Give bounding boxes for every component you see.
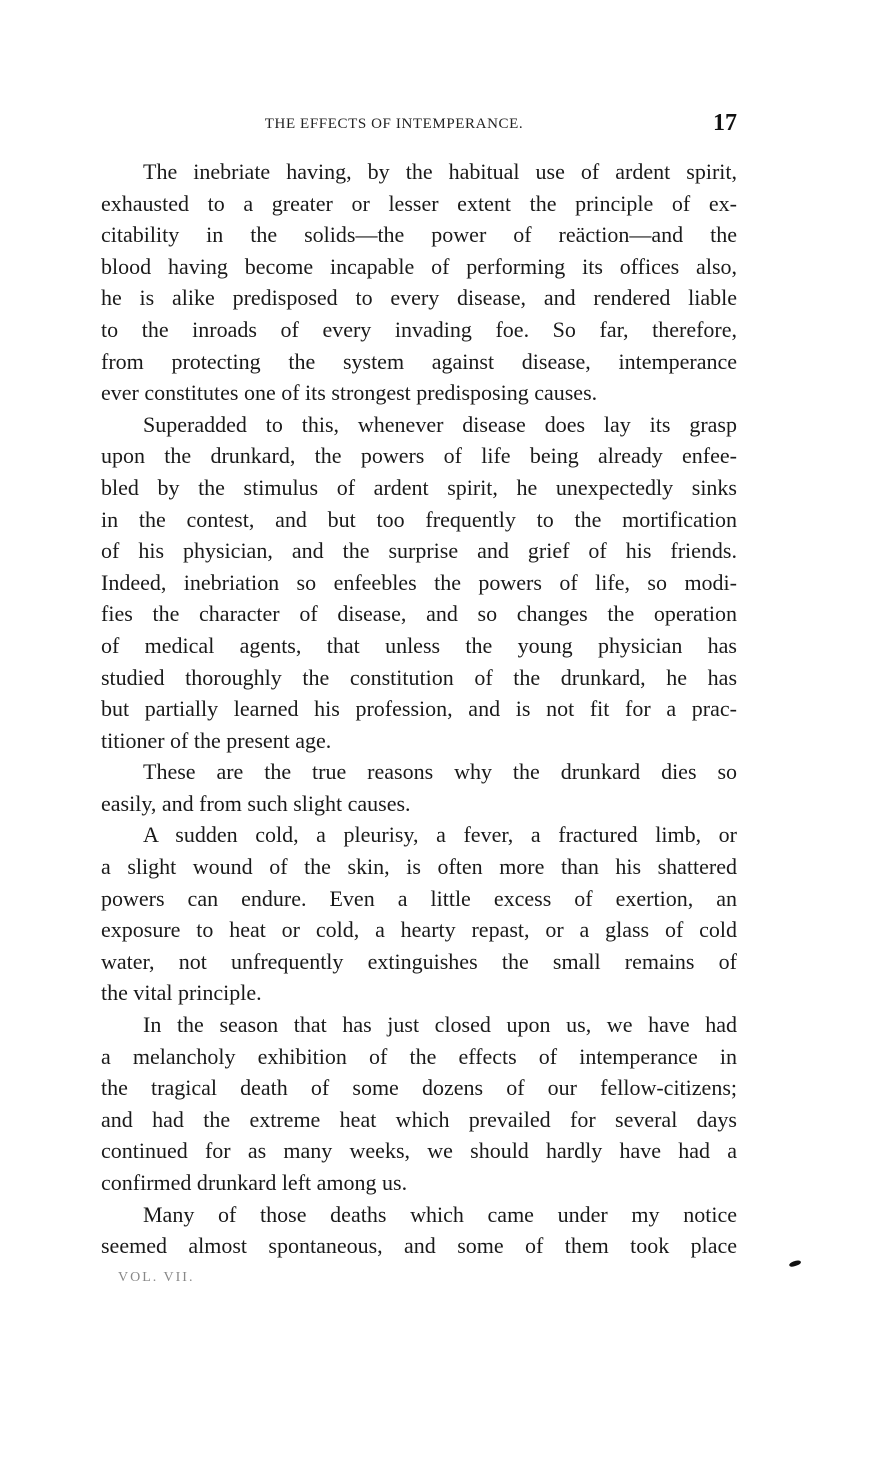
body-text (101, 156, 737, 1262)
paragraph (101, 1009, 737, 1199)
text-line: seemed almost spontaneous, and some of them took place (101, 1233, 737, 1259)
text-line: confirmed drunkard left among us. (101, 1170, 408, 1195)
text-line: a melancholy exhibition of the effects of intemperance in (101, 1043, 737, 1069)
text-line: bled by the stimulus of ardent spirit, he unexpectedly sinks (101, 474, 737, 500)
text-line: Superadded to this, whenever disease does lay its grasp (143, 411, 737, 437)
text-line: to the inroads of every invading foe. So far, therefore, (101, 316, 737, 342)
text-line: exposure to heat or cold, a hearty repast, or a glass of cold (101, 917, 737, 943)
text-line: studied thoroughly the constitution of the drunkard, he has (101, 664, 737, 690)
text-line: the tragical death of some dozens of our fellow-citizens; (101, 1075, 737, 1101)
text-line: continued for as many weeks, we should hardly have had a (101, 1138, 737, 1164)
text-line: exhausted to a greater or lesser extent the principle of ex- (101, 190, 737, 216)
paragraph (101, 756, 737, 819)
text-line: In the season that has just closed upon us, we have had (143, 1012, 737, 1038)
ink-smudge (789, 1259, 802, 1268)
text-line: the vital principle. (101, 980, 262, 1006)
paragraph (101, 409, 737, 757)
paragraph (101, 156, 737, 409)
running-head (101, 112, 737, 140)
text-line: ever constitutes one of its strongest predisposing causes. (101, 380, 598, 406)
text-line: titioner of the present age. (101, 727, 332, 753)
text-line: but partially learned his profession, and is not fit for a prac- (101, 696, 737, 722)
running-title: THE EFFECTS OF INTEMPERANCE. (264, 116, 524, 132)
text-line: he is alike predisposed to every disease, and rendered liable (101, 285, 737, 311)
text-line: upon the drunkard, the powers of life being already enfee- (101, 443, 737, 469)
text-line: and had the extreme heat which prevailed for several days (101, 1106, 737, 1132)
text-line: Many of those deaths which came under my notice (143, 1201, 737, 1227)
text-line: from protecting the system against disease, intemperance (101, 348, 737, 374)
text-line: blood having become incapable of performing its offices also, (101, 253, 737, 279)
text-line: Indeed, inebriation so enfeebles the powers of life, so modi- (101, 569, 737, 595)
text-line: of medical agents, that unless the young physician has (101, 632, 737, 658)
text-line: These are the true reasons why the drunkard dies so (143, 759, 737, 785)
text-line: The inebriate having, by the habitual use of ardent spirit, (143, 159, 737, 184)
text-line: easily, and from such slight causes. (101, 790, 411, 816)
text-line: in the contest, and but too frequently to the mortification (101, 506, 737, 532)
text-line: of his physician, and the surprise and grief of his friends. (101, 538, 737, 564)
text-line: A sudden cold, a pleurisy, a fever, a fractured limb, or (143, 822, 737, 848)
paragraph (101, 1199, 737, 1262)
text-line: powers can endure. Even a little excess of exertion, an (101, 885, 737, 911)
text-line: citability in the solids—the power of reäction—and the (101, 222, 737, 248)
paragraph (101, 819, 737, 1009)
text-line: fies the character of disease, and so changes the operation (101, 601, 737, 627)
signature-mark: VOL. VII. (118, 1270, 195, 1285)
page-number: 17 (713, 110, 737, 136)
text-line: a slight wound of the skin, is often more than his shattered (101, 854, 737, 880)
text-line: water, not unfrequently extinguishes the small remains of (101, 948, 737, 974)
